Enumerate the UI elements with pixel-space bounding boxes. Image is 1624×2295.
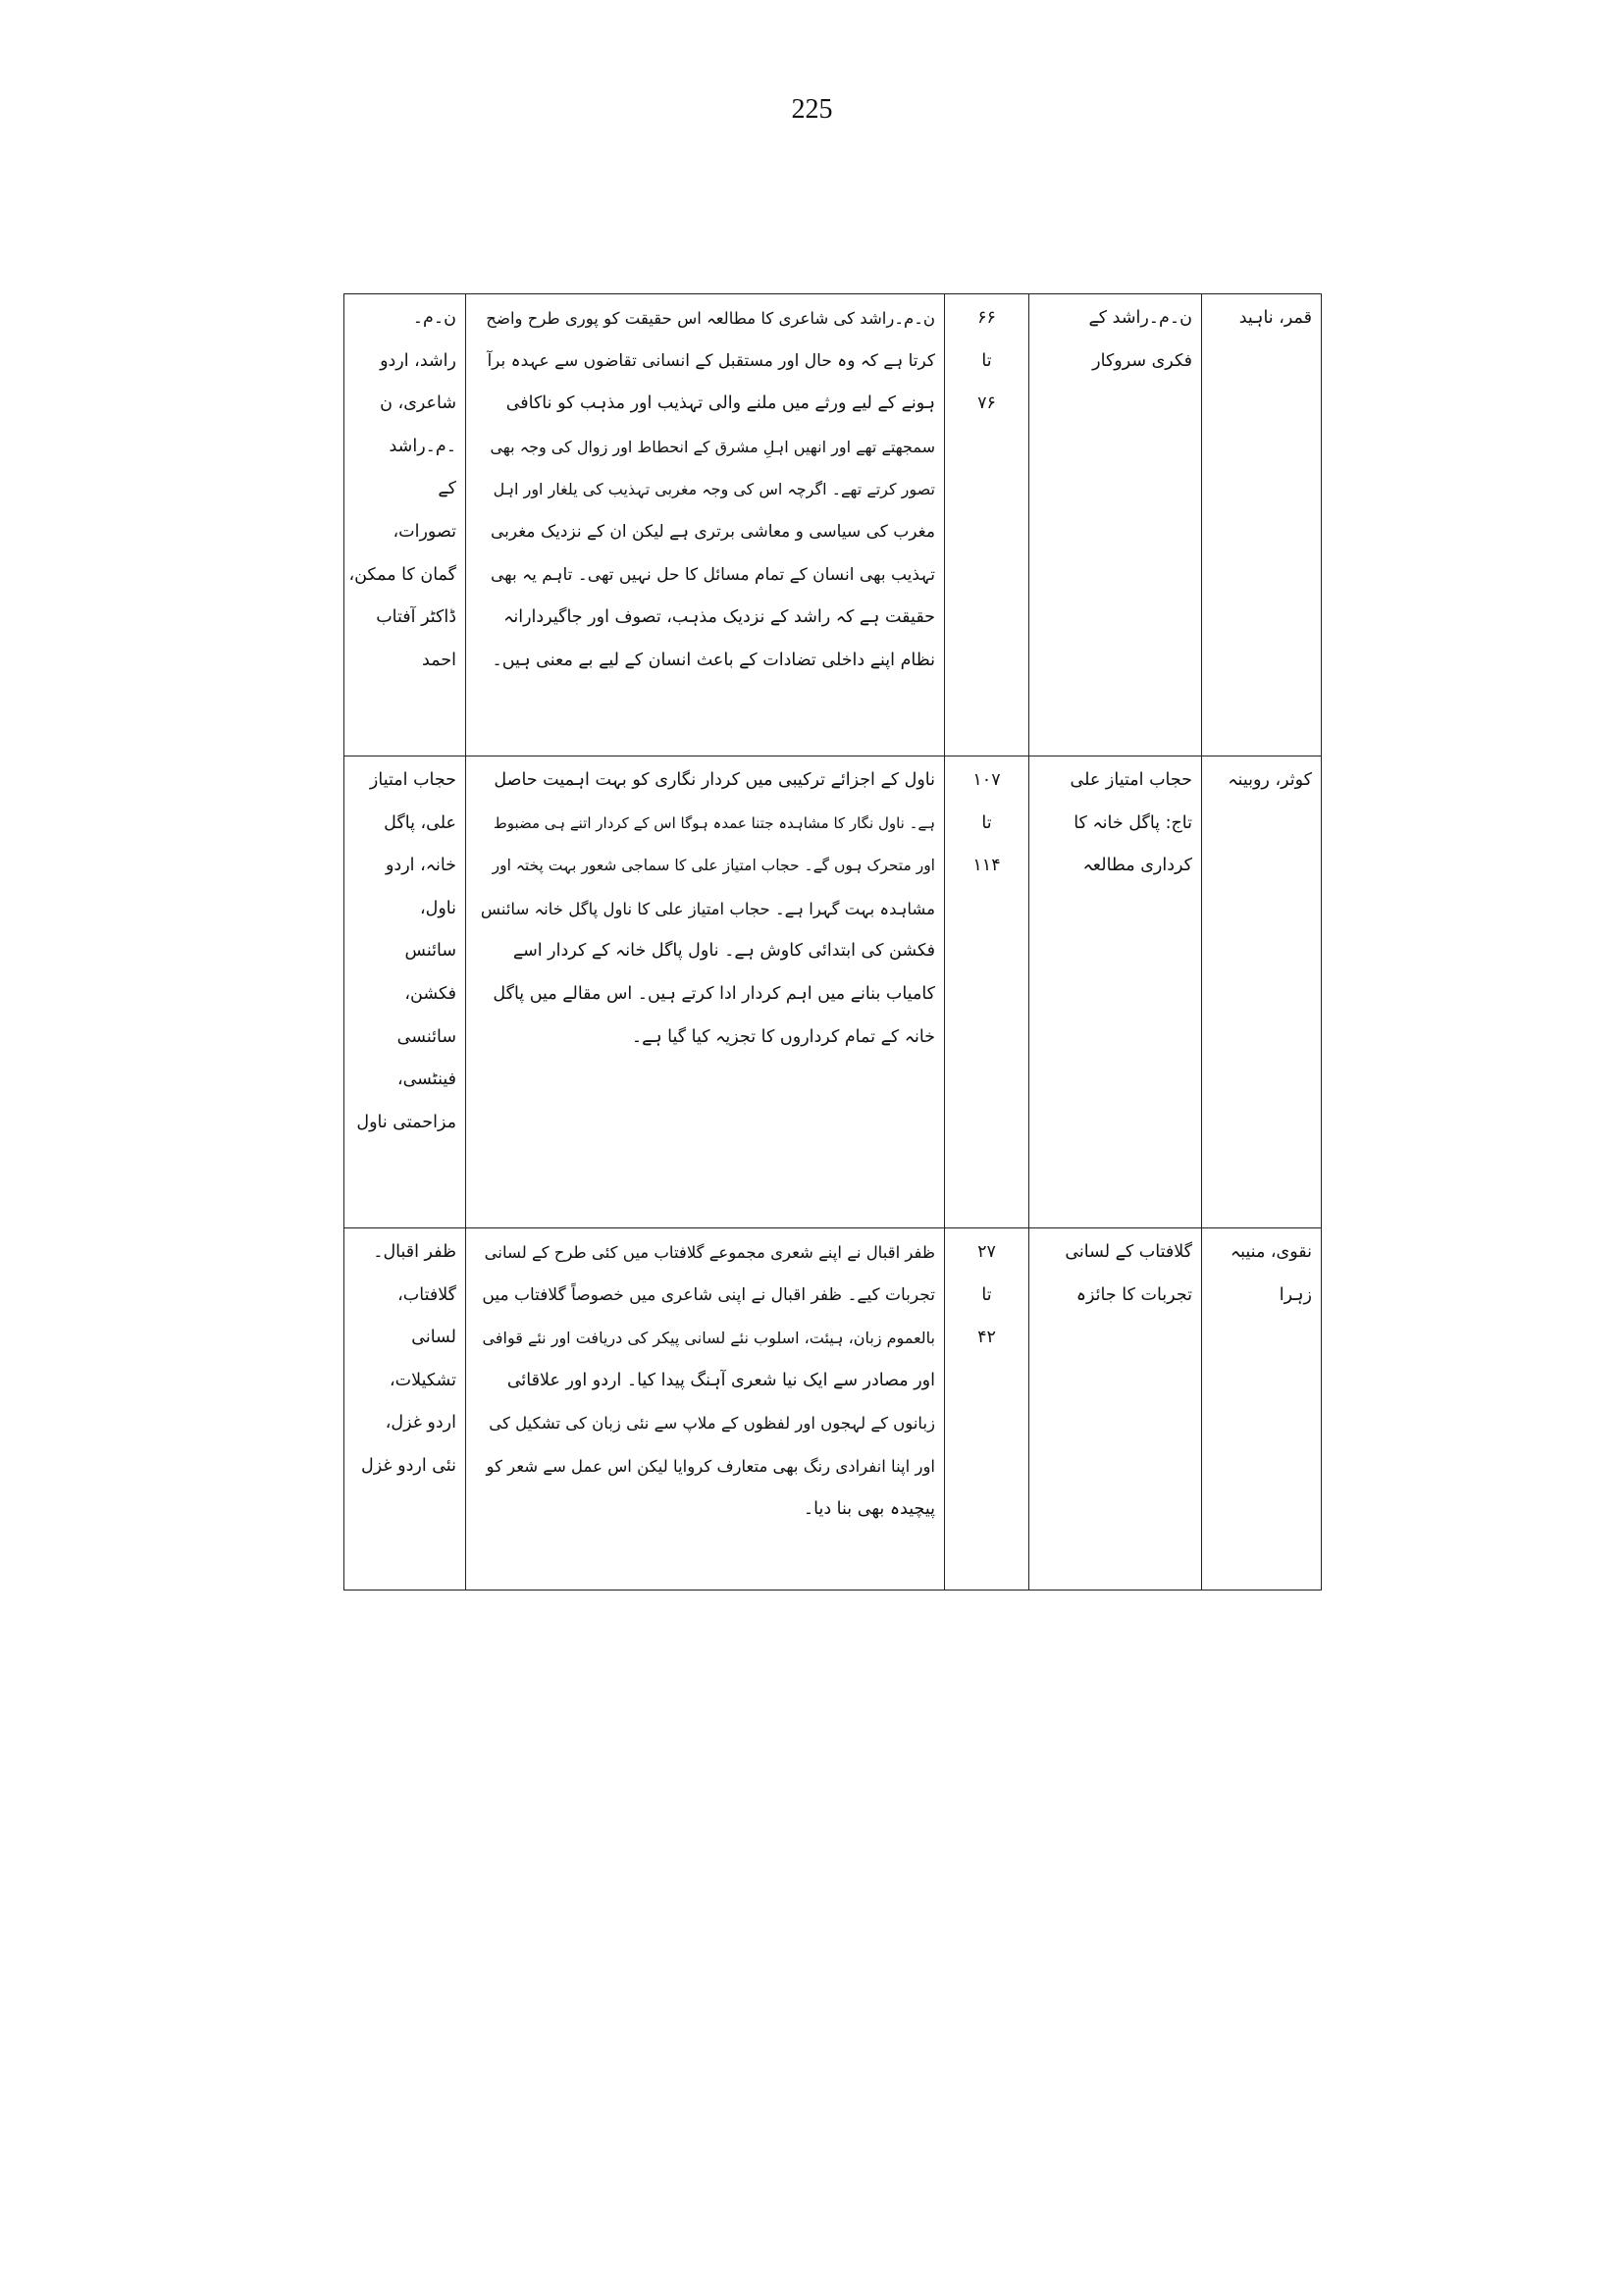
keywords-cell-line: تصورات، <box>393 521 456 542</box>
pages-cell-line: ۲۷ <box>977 1242 996 1262</box>
abstract-cell-line: اور مصادر سے ایک نیا شعری آہنگ پیدا کیا۔ اردو اور علاقائی <box>506 1370 935 1390</box>
abstract-cell-line: کامیاب بنانے میں اہم کردار ادا کرتے ہیں۔ اس مقالے میں پاگل <box>493 983 935 1004</box>
abstract-cell <box>466 756 945 1228</box>
abstract-cell-line: کرتا ہے کہ وہ حال اور مستقبل کے انسانی تقاضوں سے عہدہ برآ <box>487 350 935 371</box>
keywords-cell-line: راشد، اردو <box>380 350 456 371</box>
keywords-cell <box>344 294 466 756</box>
pages-cell-line: ۴۲ <box>977 1328 996 1348</box>
keywords-cell-line: شاعری، ن <box>380 393 456 414</box>
abstract-cell-line: نظام اپنے داخلی تضادات کے باعث انسان کے لیے بے معنی ہیں۔ <box>492 650 935 670</box>
abstract-cell-line: ہونے کے لیے ورثے میں ملنے والی تہذیب اور مذہب کو ناکافی <box>505 393 935 414</box>
keywords-cell <box>344 1228 466 1591</box>
abstract-cell-line: مغرب کی سیاسی و معاشی برتری ہے لیکن ان کے نزدیک مغربی <box>490 521 935 542</box>
abstract-cell <box>466 294 945 756</box>
keywords-cell-line: ناول، <box>419 898 456 918</box>
keywords-cell-line: سائنسی <box>396 1026 456 1047</box>
abstract-cell-line: تجربات کیے۔ ظفر اقبال نے اپنی شاعری میں خصوصاً گلافتاب میں <box>482 1284 935 1305</box>
title-cell-line: کرداری مطالعہ <box>1082 856 1192 876</box>
abstract-cell-line: حقیقت ہے کہ راشد کے نزدیک مذہب، تصوف اور جاگیردارانہ <box>503 607 935 628</box>
abstract-cell-line: سمجھتے تھے اور انھیں اہلِ مشرق کے انحطاط اور زوال کی وجہ بھی <box>490 437 935 456</box>
keywords-cell-line: سائنس <box>404 941 456 962</box>
title-cell-line: ن۔م۔راشد کے <box>1088 308 1192 328</box>
abstract-cell-line: زبانوں کے لہجوں اور لفظوں کے ملاپ سے نئی زبان کی تشکیل کی <box>489 1414 935 1434</box>
author-cell <box>1202 756 1322 1228</box>
title-cell-line: حجاب امتیاز علی <box>1070 770 1192 790</box>
pages-cell-line: ۱۰۷ <box>972 770 1001 790</box>
abstract-cell-line: ہے۔ ناول نگار کا مشاہدہ جتنا عمدہ ہوگا اس کے کردار اتنے ہی مضبوط <box>493 813 935 832</box>
keywords-cell-line: گلافتاب، <box>397 1284 456 1305</box>
keywords-cell-line: ۔م۔راشد <box>389 436 456 456</box>
title-cell <box>1029 294 1202 756</box>
keywords-cell-line: حجاب امتیاز <box>369 770 456 790</box>
author-cell <box>1202 1228 1322 1591</box>
pages-cell-line: ۶۶ <box>977 308 996 328</box>
keywords-cell-line: ن۔م۔ <box>412 308 456 328</box>
abstract-cell-line: اور اپنا انفرادی رنگ بھی متعارف کروایا لیکن اس عمل سے شعر کو <box>486 1456 935 1476</box>
table-row <box>344 294 1322 756</box>
keywords-cell-line: لسانی <box>411 1328 456 1348</box>
table-body <box>344 294 1322 1591</box>
pages-cell <box>945 294 1029 756</box>
keywords-cell-line: نئی اردو غزل <box>361 1455 456 1476</box>
title-cell-line: فکری سروکار <box>1092 350 1192 371</box>
author-name: قمر، ناہید <box>1238 308 1312 328</box>
pages-cell <box>945 756 1029 1228</box>
abstract-cell-line: بالعموم زبان، ہیئت، اسلوب نئے لسانی پیکر کی دریافت اور نئے قوافی <box>482 1329 935 1348</box>
title-cell <box>1029 1228 1202 1591</box>
abstract-cell-line: فکشن کی ابتدائی کاوش ہے۔ ناول پاگل خانہ کے کردار اسے <box>512 941 935 962</box>
pages-cell-line: ۷۶ <box>977 393 996 414</box>
abstract-cell-line: ناول کے اجزائے ترکیبی میں کردار نگاری کو بہت اہمیت حاصل <box>494 770 935 790</box>
keywords-cell <box>344 756 466 1228</box>
abstract-cell-line: مشاہدہ بہت گہرا ہے۔ حجاب امتیاز علی کا ناول پاگل خانہ سائنس <box>480 899 935 918</box>
abstract-cell-line: ظفر اقبال نے اپنے شعری مجموعے گلافتاب میں کئی طرح کے لسانی <box>484 1243 935 1262</box>
keywords-cell-line: فینٹسی، <box>396 1069 456 1090</box>
keywords-cell-line: مزاحمتی ناول <box>356 1112 456 1132</box>
abstract-cell-line: اور متحرک ہوں گے۔ حجاب امتیاز علی کا سماجی شعور بہت پختہ اور <box>492 857 935 875</box>
keywords-cell-line: خانہ، اردو <box>385 856 456 876</box>
abstract-cell <box>466 1228 945 1591</box>
pages-cell <box>945 1228 1029 1591</box>
article-index-table <box>343 293 1322 1591</box>
keywords-cell-line: علی، پاگل <box>384 812 456 833</box>
title-cell <box>1029 756 1202 1228</box>
abstract-cell-line: ن۔م۔راشد کی شاعری کا مطالعہ اس حقیقت کو پوری طرح واضح <box>486 309 935 328</box>
pages-cell-line: تا <box>981 812 992 833</box>
table-row <box>344 1228 1322 1591</box>
keywords-cell-line: فکشن، <box>404 983 456 1004</box>
author-name: نقوی، منیبہ زہرا <box>1230 1242 1312 1305</box>
abstract-cell-line: تہذیب بھی انسان کے تمام مسائل کا حل نہیں تھی۔ تاہم یہ بھی <box>490 564 935 585</box>
author-name: کوثر، روبینہ <box>1228 770 1312 790</box>
pages-cell-line: تا <box>981 350 992 371</box>
abstract-cell-line: پیچیدہ بھی بنا دیا۔ <box>803 1498 935 1519</box>
keywords-cell-line: تشکیلات، <box>390 1370 456 1390</box>
keywords-cell-line: کے <box>438 479 456 499</box>
keywords-cell-line: اردو غزل، <box>385 1413 456 1434</box>
page-number: 225 <box>791 94 833 125</box>
pages-cell-line: تا <box>981 1284 992 1305</box>
abstract-cell-line: تصور کرتے تھے۔ اگرچہ اس کی وجہ مغربی تہذیب کی یلغار اور اہل <box>493 480 935 499</box>
keywords-cell-line: احمد <box>422 650 456 670</box>
title-cell-line: گلافتاب کے لسانی <box>1065 1242 1192 1262</box>
title-cell-line: تاج: پاگل خانہ کا <box>1074 812 1192 833</box>
keywords-cell-line: گمان کا ممکن، <box>348 564 456 585</box>
keywords-cell-line: ظفر اقبال۔ <box>373 1242 456 1262</box>
author-cell <box>1202 294 1322 756</box>
keywords-cell-line: ڈاکٹر آفتاب <box>376 607 456 628</box>
table-row <box>344 756 1322 1228</box>
abstract-cell-line: خانہ کے تمام کرداروں کا تجزیہ کیا گیا ہے۔ <box>631 1026 935 1047</box>
title-cell-line: تجربات کا جائزہ <box>1075 1284 1192 1305</box>
pages-cell-line: ۱۱۴ <box>972 856 1001 876</box>
